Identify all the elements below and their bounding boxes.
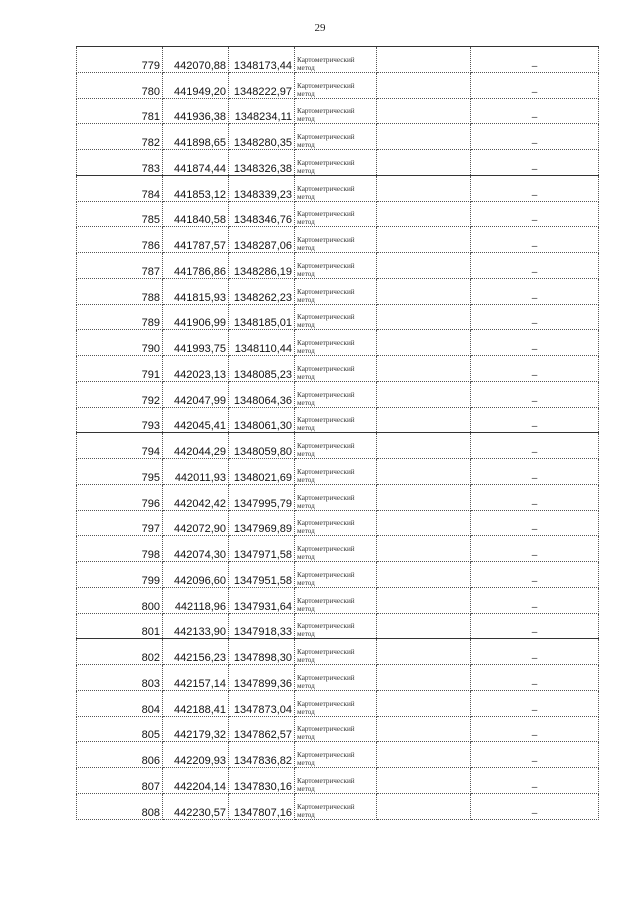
x-coordinate-cell: 441853,12: [163, 175, 229, 201]
x-coordinate-cell: 442157,14: [163, 665, 229, 691]
x-coordinate-cell: 442044,29: [163, 433, 229, 459]
empty-cell: [377, 510, 471, 536]
empty-cell: [377, 227, 471, 253]
note-cell: –: [471, 356, 599, 382]
note-cell: –: [471, 716, 599, 742]
point-number-cell: 800: [77, 587, 163, 613]
empty-cell: [377, 690, 471, 716]
coordinates-table: [76, 46, 599, 820]
point-number-cell: 789: [77, 304, 163, 330]
empty-cell: [377, 742, 471, 768]
x-coordinate-cell: 442011,93: [163, 459, 229, 485]
point-number-cell: 803: [77, 665, 163, 691]
method-cell: Картометрический метод: [295, 742, 377, 768]
note-cell: –: [471, 381, 599, 407]
note-cell: –: [471, 201, 599, 227]
table-row: [77, 175, 599, 201]
empty-cell: [377, 433, 471, 459]
table-row: [77, 72, 599, 98]
note-cell: –: [471, 562, 599, 588]
point-number-cell: 806: [77, 742, 163, 768]
note-cell: –: [471, 330, 599, 356]
note-cell: –: [471, 72, 599, 98]
y-coordinate-cell: 1348064,36: [229, 381, 295, 407]
empty-cell: [377, 484, 471, 510]
note-cell: –: [471, 47, 599, 73]
method-cell: Картометрический метод: [295, 124, 377, 150]
y-coordinate-cell: 1348059,80: [229, 433, 295, 459]
point-number-cell: 796: [77, 484, 163, 510]
table-row: [77, 742, 599, 768]
y-coordinate-cell: 1347873,04: [229, 690, 295, 716]
table-row: [77, 536, 599, 562]
table-row: [77, 98, 599, 124]
empty-cell: [377, 175, 471, 201]
method-cell: Картометрический метод: [295, 72, 377, 98]
x-coordinate-cell: 441786,86: [163, 253, 229, 279]
point-number-cell: 798: [77, 536, 163, 562]
empty-cell: [377, 587, 471, 613]
page-number: 29: [314, 22, 326, 34]
x-coordinate-cell: 442133,90: [163, 613, 229, 639]
x-coordinate-cell: 442230,57: [163, 793, 229, 819]
empty-cell: [377, 665, 471, 691]
method-cell: Картометрический метод: [295, 304, 377, 330]
table-row: [77, 150, 599, 176]
method-cell: Картометрический метод: [295, 407, 377, 433]
point-number-cell: 805: [77, 716, 163, 742]
x-coordinate-cell: 442204,14: [163, 768, 229, 794]
y-coordinate-cell: 1347830,16: [229, 768, 295, 794]
method-cell: Картометрический метод: [295, 716, 377, 742]
empty-cell: [377, 98, 471, 124]
y-coordinate-cell: 1348262,23: [229, 278, 295, 304]
method-cell: Картометрический метод: [295, 665, 377, 691]
y-coordinate-cell: 1348173,44: [229, 47, 295, 73]
point-number-cell: 792: [77, 381, 163, 407]
note-cell: –: [471, 536, 599, 562]
table-row: [77, 124, 599, 150]
point-number-cell: 790: [77, 330, 163, 356]
table-row: [77, 227, 599, 253]
method-cell: Картометрический метод: [295, 98, 377, 124]
method-cell: Картометрический метод: [295, 47, 377, 73]
method-cell: Картометрический метод: [295, 459, 377, 485]
y-coordinate-cell: 1347971,58: [229, 536, 295, 562]
point-number-cell: 788: [77, 278, 163, 304]
point-number-cell: 782: [77, 124, 163, 150]
method-cell: Картометрический метод: [295, 690, 377, 716]
note-cell: –: [471, 484, 599, 510]
note-cell: –: [471, 613, 599, 639]
point-number-cell: 783: [77, 150, 163, 176]
method-cell: Картометрический метод: [295, 150, 377, 176]
x-coordinate-cell: 441949,20: [163, 72, 229, 98]
note-cell: –: [471, 742, 599, 768]
method-cell: Картометрический метод: [295, 381, 377, 407]
table-row: [77, 47, 599, 73]
method-cell: Картометрический метод: [295, 278, 377, 304]
y-coordinate-cell: 1347807,16: [229, 793, 295, 819]
table-row: [77, 716, 599, 742]
table-row: [77, 201, 599, 227]
note-cell: –: [471, 768, 599, 794]
point-number-cell: 786: [77, 227, 163, 253]
empty-cell: [377, 459, 471, 485]
empty-cell: [377, 536, 471, 562]
y-coordinate-cell: 1348021,69: [229, 459, 295, 485]
x-coordinate-cell: 441840,58: [163, 201, 229, 227]
x-coordinate-cell: 441898,65: [163, 124, 229, 150]
empty-cell: [377, 768, 471, 794]
y-coordinate-cell: 1347918,33: [229, 613, 295, 639]
method-cell: Картометрический метод: [295, 639, 377, 665]
method-cell: Картометрический метод: [295, 562, 377, 588]
y-coordinate-cell: 1348280,35: [229, 124, 295, 150]
table-row: [77, 639, 599, 665]
x-coordinate-cell: 442042,42: [163, 484, 229, 510]
table-body: [77, 47, 599, 820]
method-cell: Картометрический метод: [295, 510, 377, 536]
y-coordinate-cell: 1347836,82: [229, 742, 295, 768]
point-number-cell: 802: [77, 639, 163, 665]
empty-cell: [377, 330, 471, 356]
table-row: [77, 407, 599, 433]
table-row: [77, 356, 599, 382]
empty-cell: [377, 356, 471, 382]
x-coordinate-cell: 442179,32: [163, 716, 229, 742]
point-number-cell: 808: [77, 793, 163, 819]
method-cell: Картометрический метод: [295, 227, 377, 253]
point-number-cell: 787: [77, 253, 163, 279]
x-coordinate-cell: 442072,90: [163, 510, 229, 536]
table-row: [77, 484, 599, 510]
note-cell: –: [471, 587, 599, 613]
y-coordinate-cell: 1348287,06: [229, 227, 295, 253]
y-coordinate-cell: 1347931,64: [229, 587, 295, 613]
table-row: [77, 562, 599, 588]
table-row: [77, 587, 599, 613]
point-number-cell: 794: [77, 433, 163, 459]
y-coordinate-cell: 1348346,76: [229, 201, 295, 227]
note-cell: –: [471, 175, 599, 201]
table-row: [77, 304, 599, 330]
note-cell: –: [471, 459, 599, 485]
table-row: [77, 510, 599, 536]
y-coordinate-cell: 1348110,44: [229, 330, 295, 356]
point-number-cell: 784: [77, 175, 163, 201]
x-coordinate-cell: 441936,38: [163, 98, 229, 124]
table-row: [77, 665, 599, 691]
y-coordinate-cell: 1348085,23: [229, 356, 295, 382]
table-row: [77, 253, 599, 279]
method-cell: Картометрический метод: [295, 613, 377, 639]
point-number-cell: 793: [77, 407, 163, 433]
table-row: [77, 690, 599, 716]
x-coordinate-cell: 442118,96: [163, 587, 229, 613]
method-cell: Картометрический метод: [295, 253, 377, 279]
point-number-cell: 780: [77, 72, 163, 98]
x-coordinate-cell: 442156,23: [163, 639, 229, 665]
note-cell: –: [471, 227, 599, 253]
y-coordinate-cell: 1348222,97: [229, 72, 295, 98]
note-cell: –: [471, 407, 599, 433]
point-number-cell: 799: [77, 562, 163, 588]
table-row: [77, 433, 599, 459]
x-coordinate-cell: 442045,41: [163, 407, 229, 433]
method-cell: Картометрический метод: [295, 768, 377, 794]
method-cell: Картометрический метод: [295, 587, 377, 613]
note-cell: –: [471, 150, 599, 176]
x-coordinate-cell: 442070,88: [163, 47, 229, 73]
method-cell: Картометрический метод: [295, 330, 377, 356]
method-cell: Картометрический метод: [295, 201, 377, 227]
y-coordinate-cell: 1347951,58: [229, 562, 295, 588]
y-coordinate-cell: 1347862,57: [229, 716, 295, 742]
note-cell: –: [471, 639, 599, 665]
point-number-cell: 797: [77, 510, 163, 536]
x-coordinate-cell: 442209,93: [163, 742, 229, 768]
empty-cell: [377, 304, 471, 330]
empty-cell: [377, 381, 471, 407]
table-row: [77, 459, 599, 485]
point-number-cell: 779: [77, 47, 163, 73]
table-row: [77, 278, 599, 304]
point-number-cell: 807: [77, 768, 163, 794]
method-cell: Картометрический метод: [295, 356, 377, 382]
empty-cell: [377, 72, 471, 98]
empty-cell: [377, 716, 471, 742]
empty-cell: [377, 201, 471, 227]
method-cell: Картометрический метод: [295, 536, 377, 562]
note-cell: –: [471, 665, 599, 691]
y-coordinate-cell: 1348326,38: [229, 150, 295, 176]
y-coordinate-cell: 1347898,30: [229, 639, 295, 665]
x-coordinate-cell: 442096,60: [163, 562, 229, 588]
x-coordinate-cell: 442023,13: [163, 356, 229, 382]
x-coordinate-cell: 442047,99: [163, 381, 229, 407]
y-coordinate-cell: 1348234,11: [229, 98, 295, 124]
point-number-cell: 795: [77, 459, 163, 485]
point-number-cell: 801: [77, 613, 163, 639]
empty-cell: [377, 150, 471, 176]
x-coordinate-cell: 441787,57: [163, 227, 229, 253]
empty-cell: [377, 253, 471, 279]
x-coordinate-cell: 442074,30: [163, 536, 229, 562]
empty-cell: [377, 613, 471, 639]
table-row: [77, 793, 599, 819]
method-cell: Картометрический метод: [295, 175, 377, 201]
table-row: [77, 381, 599, 407]
table-row: [77, 330, 599, 356]
note-cell: –: [471, 793, 599, 819]
y-coordinate-cell: 1347969,89: [229, 510, 295, 536]
note-cell: –: [471, 304, 599, 330]
method-cell: Картометрический метод: [295, 793, 377, 819]
note-cell: –: [471, 690, 599, 716]
x-coordinate-cell: 441815,93: [163, 278, 229, 304]
point-number-cell: 791: [77, 356, 163, 382]
method-cell: Картометрический метод: [295, 433, 377, 459]
y-coordinate-cell: 1348185,01: [229, 304, 295, 330]
table-row: [77, 613, 599, 639]
x-coordinate-cell: 441874,44: [163, 150, 229, 176]
empty-cell: [377, 639, 471, 665]
note-cell: –: [471, 278, 599, 304]
x-coordinate-cell: 441906,99: [163, 304, 229, 330]
table-row: [77, 768, 599, 794]
y-coordinate-cell: 1348339,23: [229, 175, 295, 201]
method-cell: Картометрический метод: [295, 484, 377, 510]
empty-cell: [377, 407, 471, 433]
note-cell: –: [471, 253, 599, 279]
note-cell: –: [471, 98, 599, 124]
empty-cell: [377, 793, 471, 819]
point-number-cell: 781: [77, 98, 163, 124]
point-number-cell: 804: [77, 690, 163, 716]
y-coordinate-cell: 1348286,19: [229, 253, 295, 279]
y-coordinate-cell: 1347995,79: [229, 484, 295, 510]
empty-cell: [377, 47, 471, 73]
x-coordinate-cell: 442188,41: [163, 690, 229, 716]
note-cell: –: [471, 433, 599, 459]
point-number-cell: 785: [77, 201, 163, 227]
empty-cell: [377, 124, 471, 150]
x-coordinate-cell: 441993,75: [163, 330, 229, 356]
empty-cell: [377, 562, 471, 588]
note-cell: –: [471, 510, 599, 536]
note-cell: –: [471, 124, 599, 150]
empty-cell: [377, 278, 471, 304]
y-coordinate-cell: 1348061,30: [229, 407, 295, 433]
y-coordinate-cell: 1347899,36: [229, 665, 295, 691]
